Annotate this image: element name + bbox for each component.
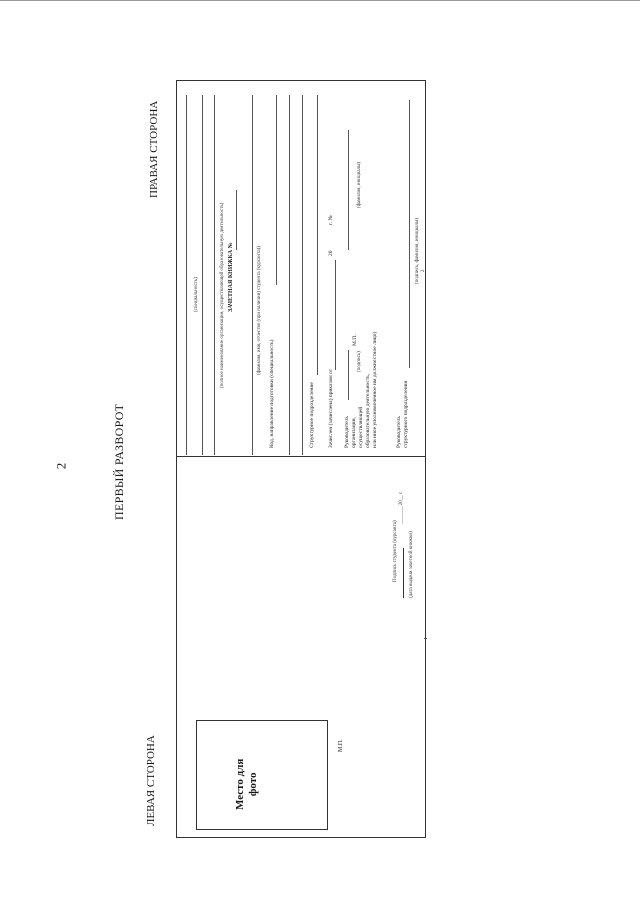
line-6 [302,95,303,455]
right-side-label: ПРАВАЯ СТОРОНА [148,100,160,198]
book-number-line [236,190,237,250]
code-line: Код, направление подготовки (специальность) [269,339,275,448]
issue-date-caption: (дата выдачи зачетной книжки) [409,531,414,598]
photo-text-line1: Место для [234,758,246,810]
year-mark: 20 [328,250,334,256]
date-line: _______ 20__ г. [399,491,404,524]
specialty-caption: (специальность) [194,277,199,312]
date-underline [403,548,404,598]
org-signature-line [348,350,349,400]
student-signature-caption: Подпись студента (курсанта) [393,520,398,582]
head-org-4: образовательную деятельность, [365,373,371,448]
book-title: ЗАЧЕТНАЯ КНИЖКА № [228,242,234,312]
sig-fio-caption: (подпись, фамилия, инициалы) [415,217,420,284]
stamp-right: М.П. [352,334,358,346]
enrolled-line: Зачислен (зачислена) приказом от [328,368,334,448]
line-1 [186,95,187,455]
line-5 [289,95,290,455]
page-number: 2 [53,462,69,470]
spread-title: ПЕРВЫЙ РАЗВОРОТ [112,403,126,520]
head-org-5: или иное уполномоченное им должностное лицо) [372,331,378,448]
line-2 [202,95,203,455]
order-number: г. № [328,215,334,225]
top-edge-line [0,0,640,1]
head-org-3: осуществляющей [358,406,364,448]
name-caption: (фамилия, имя, отчество (при наличии) студента (курсанта)) [257,246,262,375]
signature-caption: (подпись) [357,351,362,372]
fold-tick [424,638,427,639]
line-4 [252,95,253,455]
photo-text-line2: фото [247,772,259,797]
photo-box [196,720,328,830]
head-org-2: организации, [351,417,357,448]
enrolled-underline [335,260,336,370]
org-caption: (полное наименование организации, осуществляющей образовательную деятельность) [220,202,225,388]
unit-underline [317,95,318,375]
left-side-label: ЛЕВАЯ СТОРОНА [145,735,157,826]
head-unit-2: структурного подразделения [403,380,409,448]
stamp-left: М.П. [338,739,344,752]
fold-line [176,456,426,457]
fio-caption: (фамилия, инициалы) [357,161,362,208]
unit-signature-line [409,100,410,368]
head-unit-1: Руководитель [396,416,402,448]
photo-placeholder [234,759,260,810]
code-underline [276,95,277,285]
line-3 [214,95,215,455]
structural-unit: Структурное подразделение [309,382,315,448]
head-org-1: Руководитель [344,416,350,448]
org-fio-line [348,130,349,250]
footer-num: 2 [421,269,426,272]
